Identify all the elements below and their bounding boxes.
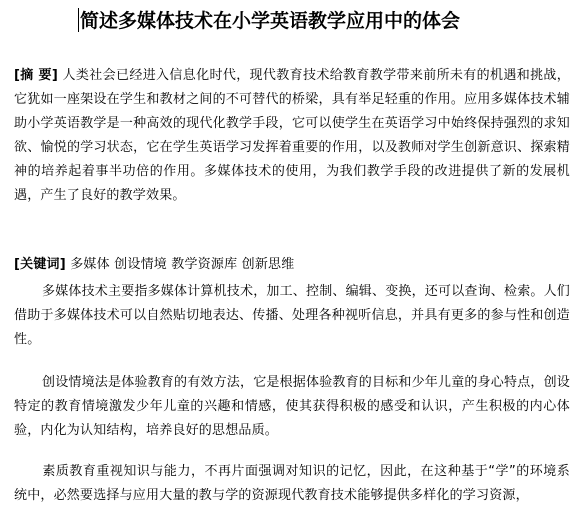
paragraph-text: 素质教育重视知识与能力，不再片面强调对知识的记忆，因此，在这种基于“学”的环境系统中，必然要选择与应用大量的教与学的资源现代教育技术能够提供多样化的学习资源， (14, 464, 570, 503)
abstract-label: [摘 要] (14, 68, 59, 83)
keywords-line (14, 253, 570, 277)
text-cursor (78, 8, 79, 32)
abstract-paragraph (14, 64, 570, 208)
keywords-label: [关键词] (14, 257, 66, 272)
paragraph-text: 多媒体技术主要指多媒体计算机技术，加工、控制、编辑、变换，还可以查询、检索。人们借助于多媒体技术可以自然贴切地表达、传播、处理各种视听信息，并具有更多的参与性和创造性。 (14, 284, 571, 347)
body-paragraph-quality-education (14, 460, 570, 508)
abstract-text: 人类社会已经进入信息化时代，现代教育技术给教育教学带来前所未有的机遇和挑战，它犹如一座架设在学生和教材之间的不可替代的桥梁，具有举足轻重的作用。应用多媒体技术辅助小学英语教学是一种高效的现代化教学手段，它可以使学生在英语学习中始终保持强烈的求知欲、愉悦的学习状态，它在学生英语学习发挥着重要的作用，以及教师对学生创新意识、探索精神的培养起着事半功倍的作用。多媒体技术的使用，为我们教学手段的改进提供了新的发展机遇，产生了良好的教学效果。 (14, 68, 570, 203)
body-paragraph-situation (14, 371, 570, 443)
paragraph-text: 创设情境法是体验教育的有效方法，它是根据体验教育的目标和少年儿童的身心特点，创设特定的教育情境激发少年儿童的兴趣和情感，使其获得积极的感受和认识，产生积极的内心体验，内化为认知结构，培养良好的思想品质。 (14, 375, 571, 438)
document-title-text: 简述多媒体技术在小学英语教学应用中的体会 (80, 10, 461, 32)
document-title (78, 6, 518, 36)
keywords-text: 多媒体 创设情境 教学资源库 创新思维 (70, 257, 295, 272)
body-paragraph-multimedia (14, 280, 570, 352)
